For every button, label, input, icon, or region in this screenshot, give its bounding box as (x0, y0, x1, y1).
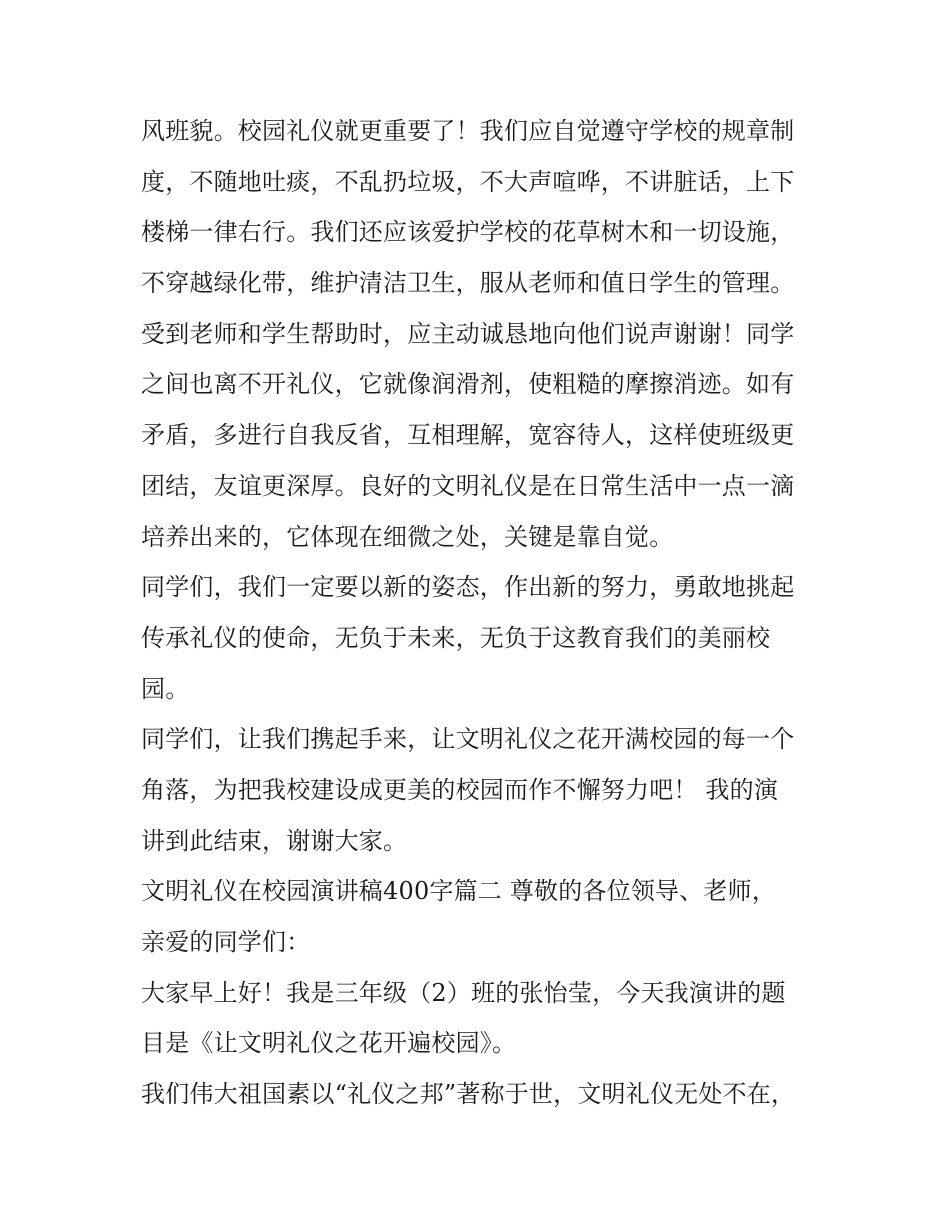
text-line: 风班貌。校园礼仪就更重要了！我们应自觉遵守学校的规章制 (141, 117, 795, 145)
text-line: 受到老师和学生帮助时，应主动诚恳地向他们说声谢谢！同学 (141, 319, 795, 348)
text-line: 我们伟大祖国素以“礼仪之邦”著称于世，文明礼仪无处不在， (141, 1080, 796, 1109)
text-line: 讲到此结束，谢谢大家。 (141, 826, 408, 855)
text-line: 矛盾，多进行自我反省，互相理解，宽容待人，这样使班级更 (141, 421, 795, 450)
text-line: 同学们，让我们携起手来，让文明礼仪之花开满校园的每一个 (141, 725, 795, 754)
text-line: 目是《让文明礼仪之花开遍校园》。 (141, 1029, 517, 1058)
text-line: 传承礼仪的使命，无负于未来，无负于这教育我们的美丽校 (141, 623, 771, 652)
text-line: 不穿越绿化带，维护清洁卫生，服从老师和值日学生的管理。 (141, 269, 795, 298)
document-body (141, 106, 821, 1120)
text-line: 大家早上好！我是三年级（2）班的张怡莹，今天我演讲的题 (141, 978, 786, 1007)
text-line: 团结，友谊更深厚。良好的文明礼仪是在日常生活中一点一滴 (141, 471, 795, 500)
text-line: 亲爱的同学们： (141, 928, 311, 956)
text-line: 培养出来的，它体现在细微之处，关键是靠自觉。 (141, 522, 674, 551)
text-line: 园。 (141, 674, 190, 703)
text-line: 楼梯一律右行。我们还应该爱护学校的花草树木和一切设施， (141, 218, 795, 247)
text-line: 之间也离不开礼仪，它就像润滑剂，使粗糙的摩擦消迹。如有 (141, 370, 795, 399)
text-line: 文明礼仪在校园演讲稿400字篇二 尊敬的各位领导、老师， (141, 877, 777, 906)
text-line: 同学们，我们一定要以新的姿态，作出新的努力，勇敢地挑起 (141, 573, 795, 602)
text-line: 角落，为把我校建设成更美的校园而作不懈努力吧！ 我的演 (141, 775, 779, 804)
text-line: 度，不随地吐痰，不乱扔垃圾，不大声喧哗，不讲脏话，上下 (141, 167, 795, 196)
